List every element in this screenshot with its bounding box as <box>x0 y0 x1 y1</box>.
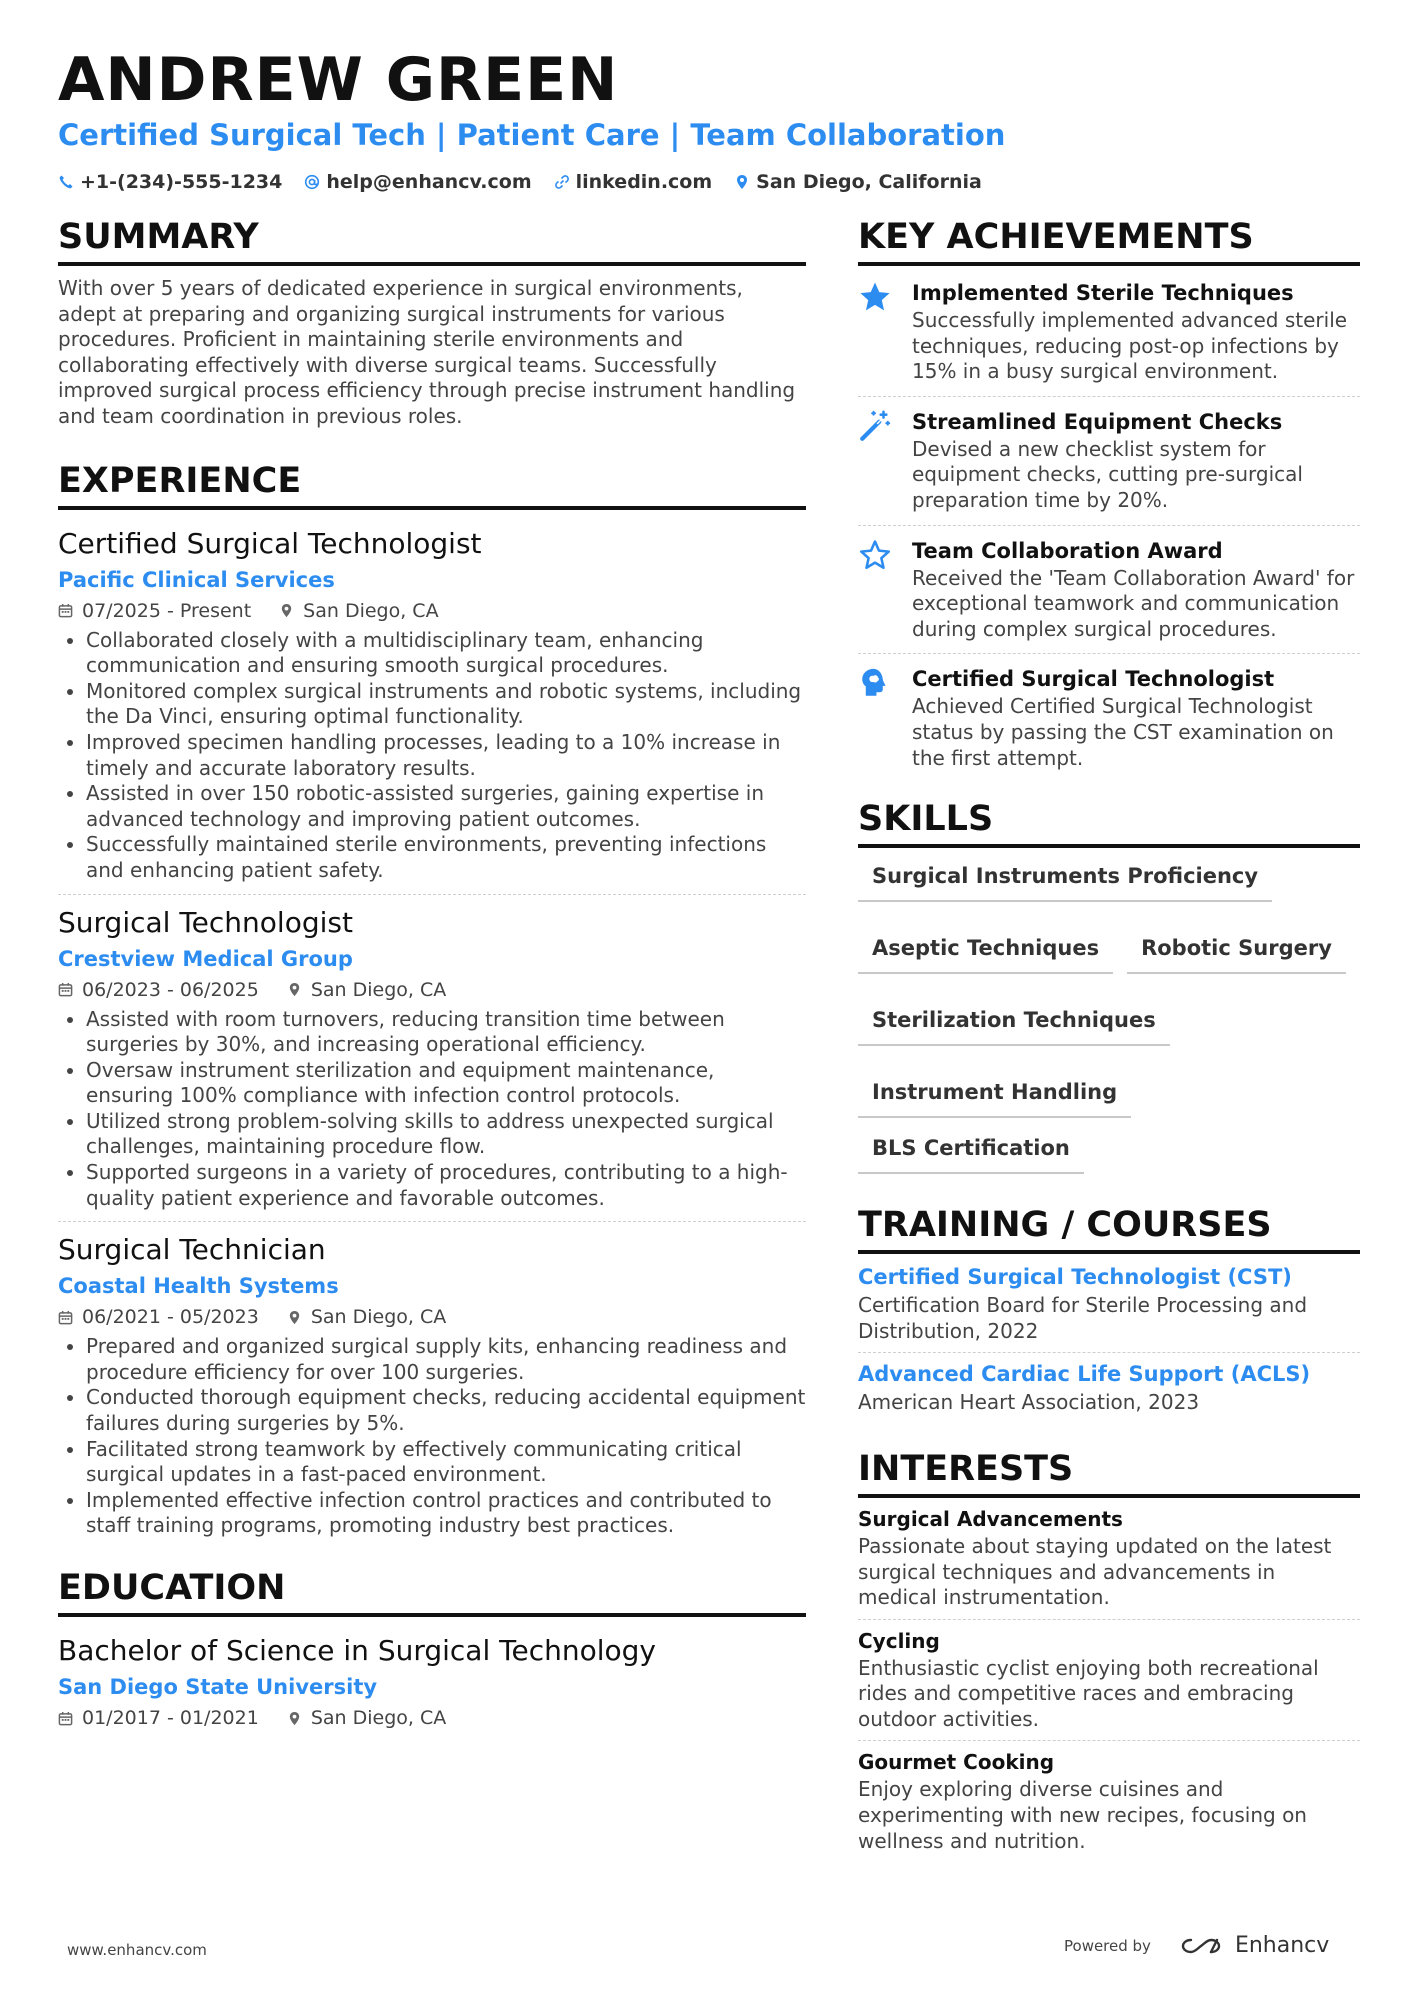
job-bullet: • Assisted with room turnovers, reducing transition time between surgeries by 30%, and increasing operational efficiency. <box>86 1007 806 1058</box>
job-bullet: • Utilized strong problem-solving skills to address unexpected surgical challenges, maintaining procedure flow. <box>86 1109 806 1160</box>
summary-text: With over 5 years of dedicated experience in surgical environments, adept at preparing and organizing surgical instruments for various procedures. Proficient in maintaining sterile environments and collaborating effectively with diverse surgical teams. Successfully improved surgical process efficiency through precise instrument handling and team coordination in previous roles. <box>58 276 796 428</box>
education-dates <box>58 1703 259 1733</box>
degree-title: Bachelor of Science in Surgical Technology <box>58 1634 656 1667</box>
job-dates-text: 07/2025 - Present <box>82 599 252 622</box>
contact-location <box>734 171 982 193</box>
footer-branding <box>1064 1933 1329 1958</box>
job-title: Surgical Technologist <box>58 905 353 939</box>
job-bullet: • Successfully maintained sterile environments, preventing infections and enhancing patient safety. <box>86 832 806 883</box>
contact-linkedin[interactable] <box>554 171 713 193</box>
education-section <box>58 1563 806 1743</box>
achievement-icon-wrap <box>858 407 898 514</box>
achievements-section <box>858 212 1360 782</box>
brand-logo[interactable] <box>1177 1933 1329 1958</box>
job-dates <box>58 1302 259 1332</box>
achievement-title: Implemented Sterile Techniques <box>912 281 1294 305</box>
job-location-text: San Diego, CA <box>310 1306 447 1329</box>
contact-email[interactable] <box>304 171 531 193</box>
link-icon <box>554 174 570 190</box>
job-dates-text: 06/2023 - 06/2025 <box>82 978 259 1001</box>
interest-desc: Passionate about staying updated on the latest surgical techniques and advancements in medical instrumentation. <box>858 1533 1332 1610</box>
job-title: Surgical Technician <box>58 1233 326 1267</box>
interest-item <box>858 1619 1360 1741</box>
training-heading: TRAINING / COURSES <box>858 1200 1360 1254</box>
interest-desc: Enjoy exploring diverse cuisines and experimenting with new recipes, focusing on wellness and nutrition. <box>858 1777 1307 1853</box>
location-pin-icon <box>279 603 294 618</box>
calendar-icon <box>58 603 73 618</box>
job-bullet: • Improved specimen handling processes, leading to a 10% increase in timely and accurate laboratory results. <box>86 730 806 781</box>
job-bullet: • Collaborated closely with a multidisciplinary team, enhancing communication and ensuring smooth surgical procedures. <box>86 628 806 679</box>
skills-heading: SKILLS <box>858 794 1360 848</box>
job-bullet: • Supported surgeons in a variety of procedures, contributing to a high-quality patient experience and favorable outcomes. <box>86 1160 806 1211</box>
interest-title: Cycling <box>858 1628 940 1653</box>
job-bullet: • Assisted in over 150 robotic-assisted surgeries, gaining expertise in advanced technology and improving patient outcomes. <box>86 781 806 832</box>
course-item <box>858 1258 1360 1352</box>
location-pin-icon <box>287 1711 302 1726</box>
achievement-body <box>912 536 1360 643</box>
experience-entry <box>58 894 806 1222</box>
training-section <box>858 1200 1360 1424</box>
achievement-body <box>912 664 1360 771</box>
interest-item <box>858 1740 1360 1862</box>
achievement-icon-wrap <box>858 278 898 385</box>
achievement-desc: Successfully implemented advanced sterile techniques, reducing post-op infections by 15% in a busy surgical environment. <box>912 308 1348 384</box>
job-dates-text: 06/2021 - 05/2023 <box>82 1306 259 1329</box>
achievement-item <box>858 525 1360 654</box>
interest-title: Surgical Advancements <box>858 1506 1123 1531</box>
location-pin-icon <box>287 982 302 997</box>
job-location-text: San Diego, CA <box>310 978 447 1001</box>
company-name: Coastal Health Systems <box>58 1274 339 1299</box>
right-column <box>858 212 1360 1862</box>
job-title: Certified Surgical Technologist <box>58 526 482 560</box>
company-name: Crestview Medical Group <box>58 946 353 971</box>
contact-bar <box>58 168 982 196</box>
course-title: Advanced Cardiac Life Support (ACLS) <box>858 1362 1311 1387</box>
job-bullet: • Oversaw instrument sterilization and equipment maintenance, ensuring 100% compliance with infection control protocols. <box>86 1058 806 1109</box>
tagline: Certified Surgical Tech | Patient Care | Team Collaboration <box>58 118 1006 152</box>
head-brain-icon <box>858 666 892 700</box>
location-pin-icon <box>734 174 750 190</box>
course-desc: Certification Board for Sterile Processing and Distribution, 2022 <box>858 1293 1308 1343</box>
summary-section <box>58 212 806 430</box>
job-bullets <box>58 1334 806 1539</box>
contact-phone[interactable] <box>58 171 282 193</box>
experience-entry <box>58 1221 806 1549</box>
skill-tag: Instrument Handling <box>858 1078 1131 1118</box>
school-name: San Diego State University <box>58 1675 378 1699</box>
skill-tag: Robotic Surgery <box>1127 934 1346 974</box>
linkedin-text: linkedin.com <box>575 171 713 193</box>
skills-list <box>858 860 1360 1180</box>
skill-tag: Aseptic Techniques <box>858 934 1113 974</box>
star-filled-icon <box>858 280 892 314</box>
skill-tag: Surgical Instruments Proficiency <box>858 862 1272 902</box>
powered-by-text: Powered by <box>1064 1936 1151 1955</box>
left-column <box>58 212 806 1743</box>
candidate-name: ANDREW GREEN <box>58 45 619 115</box>
summary-heading: SUMMARY <box>58 212 806 266</box>
achievement-title: Certified Surgical Technologist <box>912 667 1275 692</box>
brand-name: Enhancv <box>1234 1933 1330 1958</box>
interest-item <box>858 1502 1360 1619</box>
magic-wand-icon <box>858 409 892 443</box>
job-bullet: • Conducted thorough equipment checks, reducing accidental equipment failures during surgeries by 5%. <box>86 1385 806 1436</box>
education-meta <box>58 1703 806 1733</box>
achievements-heading: KEY ACHIEVEMENTS <box>858 212 1360 266</box>
education-heading: EDUCATION <box>58 1563 806 1617</box>
achievement-desc: Devised a new checklist system for equipment checks, cutting pre-surgical preparation time by 20%. <box>912 436 1303 512</box>
job-meta <box>58 975 806 1005</box>
job-bullet: • Implemented effective infection control practices and contributed to staff training programs, promoting industry best practices. <box>86 1488 806 1539</box>
job-dates <box>58 596 251 626</box>
job-location <box>287 1302 446 1332</box>
job-meta <box>58 596 806 626</box>
achievement-item <box>858 268 1360 396</box>
experience-heading: EXPERIENCE <box>58 456 806 510</box>
job-bullet: • Facilitated strong teamwork by effectively communicating critical surgical updates in a fast-paced environment. <box>86 1437 806 1488</box>
enhancv-logo-icon <box>1177 1934 1225 1958</box>
achievement-title: Team Collaboration Award <box>912 538 1223 563</box>
achievement-body <box>912 278 1360 385</box>
course-title: Certified Surgical Technologist (CST) <box>858 1265 1292 1290</box>
job-bullets <box>58 1007 806 1212</box>
interest-desc: Enthusiastic cyclist enjoying both recreational rides and competitive races and embracing outdoor activities. <box>858 1655 1319 1731</box>
achievement-icon-wrap <box>858 664 898 771</box>
job-dates <box>58 975 259 1005</box>
education-location <box>287 1703 446 1733</box>
achievement-desc: Achieved Certified Surgical Technologist status by passing the CST examination on the first attempt. <box>912 694 1334 770</box>
achievement-title: Streamlined Equipment Checks <box>912 409 1283 434</box>
job-location <box>279 596 438 626</box>
calendar-icon <box>58 1711 73 1726</box>
job-location <box>287 975 446 1005</box>
job-location-text: San Diego, CA <box>303 599 439 622</box>
interests-section <box>858 1444 1360 1862</box>
skill-tag: Sterilization Techniques <box>858 1006 1170 1046</box>
star-outline-icon <box>858 538 892 572</box>
education-dates-text: 01/2017 - 01/2021 <box>82 1707 259 1729</box>
skill-tag: BLS Certification <box>858 1134 1084 1174</box>
achievement-body <box>912 407 1360 514</box>
achievement-item <box>858 653 1360 782</box>
company-name: Pacific Clinical Services <box>58 567 335 592</box>
job-bullet: • Monitored complex surgical instruments and robotic systems, including the Da Vinci, ensuring optimal functionality. <box>86 679 806 730</box>
job-bullets <box>58 628 806 884</box>
experience-entry <box>58 520 806 894</box>
course-desc: American Heart Association, 2023 <box>858 1390 1200 1415</box>
interests-heading: INTERESTS <box>858 1444 1360 1498</box>
email-text: help@enhancv.com <box>326 171 532 193</box>
course-item <box>858 1352 1360 1424</box>
skills-section <box>858 794 1360 1180</box>
footer-website[interactable]: www.enhancv.com <box>67 1941 207 1959</box>
calendar-icon <box>58 982 73 997</box>
at-sign-icon <box>304 174 320 190</box>
achievement-icon-wrap <box>858 536 898 643</box>
calendar-icon <box>58 1310 73 1325</box>
phone-text: +1-(234)-555-1234 <box>80 171 283 193</box>
experience-section <box>58 456 806 1549</box>
location-text: San Diego, California <box>756 171 982 193</box>
interest-title: Gourmet Cooking <box>858 1750 1055 1775</box>
phone-icon <box>58 174 74 190</box>
achievement-desc: Received the 'Team Collaboration Award' for exceptional teamwork and communication during complex surgical procedures. <box>912 565 1355 641</box>
education-location-text: San Diego, CA <box>310 1707 447 1729</box>
location-pin-icon <box>287 1310 302 1325</box>
job-meta <box>58 1302 806 1332</box>
education-entry <box>58 1627 806 1743</box>
job-bullet: • Prepared and organized surgical supply kits, enhancing readiness and procedure efficiency for over 100 surgeries. <box>86 1334 806 1385</box>
achievement-item <box>858 396 1360 525</box>
